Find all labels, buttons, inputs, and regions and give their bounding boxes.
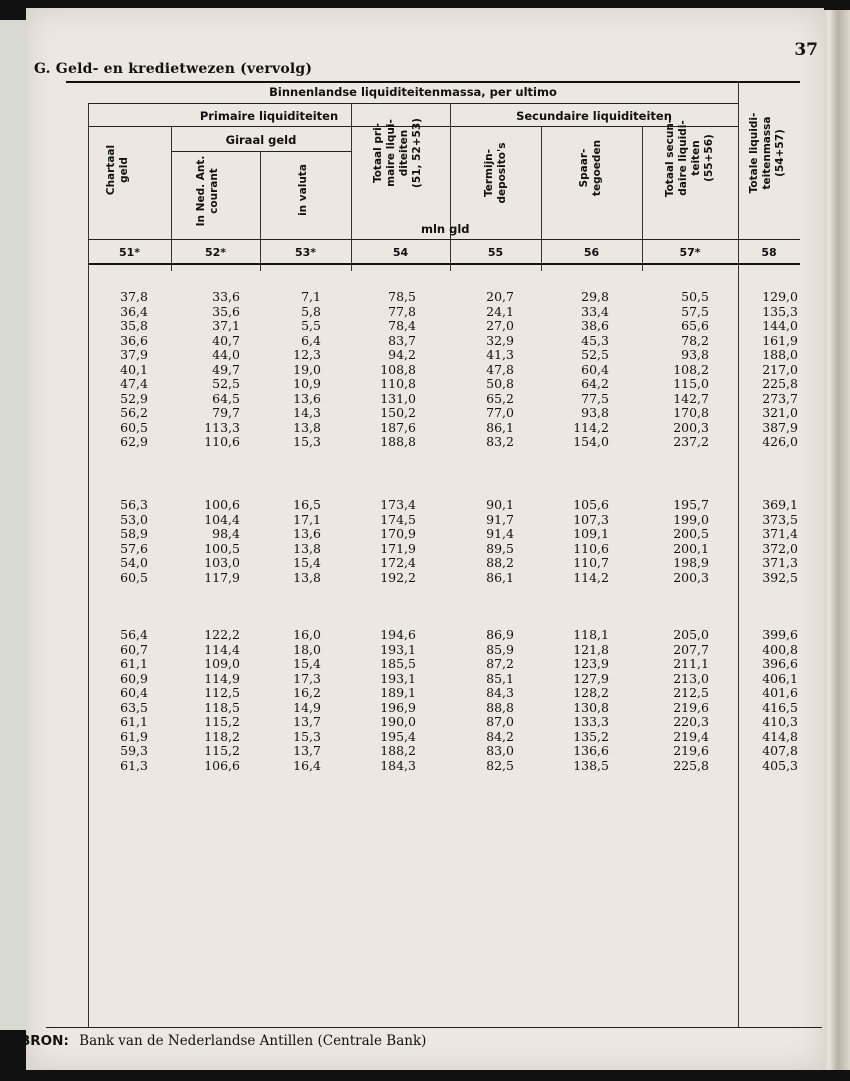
table-cell: 13,8 — [293, 540, 321, 556]
table-cell: 399,6 — [762, 627, 798, 642]
table-row — [26, 542, 806, 557]
table-cell: 98,4 — [212, 526, 240, 541]
table-cell: 62,9 — [120, 434, 148, 449]
table-cell: 115,2 — [204, 714, 240, 729]
table-cell: 400,8 — [762, 641, 798, 657]
col-number: 54 — [392, 246, 409, 259]
table-cell: 64,2 — [581, 376, 609, 391]
table-cell: 219,6 — [673, 743, 709, 758]
table-cell: 15,4 — [293, 555, 321, 570]
table-cell: 200,1 — [673, 540, 709, 556]
table-row — [26, 377, 806, 392]
table-cell: 57,5 — [681, 303, 709, 319]
table-cell: 82,5 — [486, 757, 514, 773]
table-cell: 13,6 — [293, 526, 321, 541]
table-cell: 170,9 — [380, 526, 416, 541]
table-cell: 321,0 — [762, 405, 798, 420]
table-cell: 88,8 — [486, 699, 514, 715]
table-cell: 406,1 — [762, 670, 798, 686]
table-cell: 77,0 — [486, 405, 514, 420]
table-cell: 15,3 — [293, 434, 321, 449]
table-cell: 37,1 — [212, 318, 240, 333]
table-cell: 188,8 — [380, 434, 416, 449]
table-cell: 273,7 — [762, 390, 798, 406]
table-cell: 15,4 — [293, 656, 321, 671]
col-number: 53* — [294, 246, 317, 259]
table-cell: 129,0 — [762, 289, 798, 304]
page-number: 37 — [794, 40, 818, 60]
document-page — [26, 8, 824, 1070]
table-cell: 60,5 — [120, 569, 148, 585]
table-cell: 118,1 — [573, 627, 609, 642]
table-cell: 13,7 — [293, 743, 321, 758]
table-row — [26, 319, 806, 334]
table-cell: 144,0 — [762, 318, 798, 333]
table-cell: 19,0 — [293, 361, 321, 377]
col-number: 57* — [679, 246, 701, 259]
table-cell: 29,8 — [581, 289, 609, 304]
table-cell: 52,5 — [212, 376, 240, 391]
table-cell: 405,3 — [762, 757, 798, 773]
unit-label: mln gld — [421, 222, 470, 236]
table-cell: 27,0 — [486, 318, 514, 333]
table-cell: 60,4 — [581, 361, 609, 377]
book-page-edge — [820, 10, 850, 1070]
table-cell: 138,5 — [573, 757, 609, 773]
table-cell: 200,3 — [673, 419, 709, 435]
table-cell: 40,1 — [120, 361, 148, 377]
table-cell: 118,5 — [204, 699, 240, 715]
table-row — [26, 759, 806, 774]
table-cell: 61,3 — [120, 757, 148, 773]
table-cell: 56,2 — [120, 405, 148, 420]
table-cell: 410,3 — [762, 714, 798, 729]
table-cell: 32,9 — [486, 332, 514, 348]
table-cell: 237,2 — [673, 434, 709, 449]
table-cell: 106,6 — [204, 757, 240, 773]
table-cell: 14,9 — [293, 699, 321, 715]
table-cell: 133,3 — [573, 714, 609, 729]
table-row — [26, 421, 806, 436]
rule-below-numbers — [88, 263, 800, 265]
table-cell: 184,3 — [380, 757, 416, 773]
table-cell: 13,8 — [293, 569, 321, 585]
table-row — [26, 686, 806, 701]
table-cell: 117,9 — [204, 569, 240, 585]
table-cell: 104,4 — [204, 511, 240, 527]
table-cell: 196,9 — [380, 699, 416, 715]
table-row — [26, 571, 806, 586]
table-cell: 416,5 — [762, 699, 798, 715]
table-cell: 193,1 — [380, 641, 416, 657]
table-cell: 64,5 — [212, 390, 240, 406]
table-cell: 33,6 — [212, 289, 240, 304]
table-cell: 36,6 — [120, 332, 148, 348]
table-cell: 170,8 — [673, 405, 709, 420]
table-cell: 50,8 — [486, 376, 514, 391]
table-cell: 217,0 — [762, 361, 798, 377]
table-row — [26, 672, 806, 687]
col-55-header: Termijn- deposito's — [483, 142, 508, 204]
table-cell: 118,2 — [204, 728, 240, 744]
col-53-header: in valuta — [297, 164, 309, 216]
table-cell: 110,6 — [204, 434, 240, 449]
table-cell: 190,0 — [380, 714, 416, 729]
table-row — [26, 527, 806, 542]
table-cell: 150,2 — [380, 405, 416, 420]
table-cell: 108,8 — [380, 361, 416, 377]
table-row — [26, 406, 806, 421]
table-cell: 56,3 — [120, 497, 148, 512]
table-cell: 122,2 — [204, 627, 240, 642]
table-cell: 17,1 — [293, 511, 321, 527]
table-cell: 195,4 — [380, 728, 416, 744]
table-cell: 371,4 — [762, 526, 798, 541]
table-row — [26, 730, 806, 745]
table-row — [26, 513, 806, 528]
table-row — [26, 701, 806, 716]
table-cell: 12,3 — [293, 347, 321, 362]
table-cell: 174,5 — [380, 511, 416, 527]
table-cell: 60,4 — [120, 685, 148, 700]
table-cell: 5,8 — [301, 303, 321, 319]
primary-header: Primaire liquiditeiten — [199, 109, 339, 123]
table-cell: 130,8 — [573, 699, 609, 715]
col-52-header: In Ned. Ant. courant — [195, 155, 220, 227]
table-cell: 90,1 — [486, 497, 514, 512]
table-cell: 173,4 — [380, 497, 416, 512]
table-row — [26, 334, 806, 349]
col-58-header: Totale liquidi- teitenmassa (54+57) — [748, 112, 786, 194]
table-row — [26, 435, 806, 450]
table-cell: 63,5 — [120, 699, 148, 715]
table-cell: 10,9 — [293, 376, 321, 391]
table-cell: 195,7 — [673, 497, 709, 512]
table-cell: 83,0 — [486, 743, 514, 758]
table-cell: 123,9 — [573, 656, 609, 671]
table-cell: 60,5 — [120, 419, 148, 435]
table-cell: 35,6 — [212, 303, 240, 319]
table-cell: 16,2 — [293, 685, 321, 700]
col-number: 52* — [204, 246, 227, 259]
table-cell: 6,4 — [301, 332, 321, 348]
table-cell: 135,2 — [573, 728, 609, 744]
table-cell: 212,5 — [673, 685, 709, 700]
table-cell: 109,0 — [204, 656, 240, 671]
table-cell: 135,3 — [762, 303, 798, 319]
table-cell: 56,4 — [120, 627, 148, 642]
table-cell: 79,7 — [212, 405, 240, 420]
table-cell: 414,8 — [762, 728, 798, 744]
table-cell: 114,9 — [204, 670, 240, 686]
table-cell: 14,3 — [293, 405, 321, 420]
table-cell: 49,7 — [212, 361, 240, 377]
table-cell: 33,4 — [581, 303, 609, 319]
table-cell: 205,0 — [673, 627, 709, 642]
table-cell: 83,2 — [486, 434, 514, 449]
table-cell: 171,9 — [380, 540, 416, 556]
table-cell: 392,5 — [762, 569, 798, 585]
table-cell: 189,1 — [380, 685, 416, 700]
table-row — [26, 348, 806, 363]
source-text: Bank van de Nederlandse Antillen (Centrale Bank) — [79, 1033, 427, 1049]
table-cell: 211,1 — [673, 656, 709, 671]
table-cell: 65,2 — [486, 390, 514, 406]
table-cell: 372,0 — [762, 540, 798, 556]
table-row — [26, 290, 806, 305]
table-cell: 187,6 — [380, 419, 416, 435]
table-cell: 83,7 — [388, 332, 416, 348]
table-cell: 426,0 — [762, 434, 798, 449]
table-cell: 85,9 — [486, 641, 514, 657]
table-cell: 24,1 — [486, 303, 514, 319]
table-cell: 127,9 — [573, 670, 609, 686]
table-cell: 85,1 — [486, 670, 514, 686]
table-cell: 113,3 — [204, 419, 240, 435]
col-57-header: Totaal secun- daire liquidi- teiten (55+56) — [664, 118, 715, 198]
table-cell: 87,2 — [486, 656, 514, 671]
table-cell: 192,2 — [380, 569, 416, 585]
table-cell: 59,3 — [120, 743, 148, 758]
table-cell: 114,2 — [573, 419, 609, 435]
source-note — [20, 1033, 426, 1049]
table-cell: 91,4 — [486, 526, 514, 541]
table-cell: 65,6 — [681, 318, 709, 333]
source-label: BRON: — [20, 1033, 69, 1049]
table-block — [26, 498, 806, 585]
table-cell: 88,2 — [486, 555, 514, 570]
table-cell: 225,8 — [762, 376, 798, 391]
table-cell: 61,9 — [120, 728, 148, 744]
table-cell: 86,1 — [486, 419, 514, 435]
col-54-header: Totaal pri- maire liqui- diteiten (51, 52+53) — [372, 118, 423, 188]
table-cell: 52,5 — [581, 347, 609, 362]
table-cell: 40,7 — [212, 332, 240, 348]
table-row — [26, 628, 806, 643]
table-cell: 86,9 — [486, 627, 514, 642]
table-cell: 225,8 — [673, 757, 709, 773]
table-cell: 154,0 — [573, 434, 609, 449]
table-cell: 110,7 — [573, 555, 609, 570]
table-cell: 200,3 — [673, 569, 709, 585]
col-56-header: Spaar- tegoeden — [578, 139, 603, 197]
table-cell: 108,2 — [673, 361, 709, 377]
table-row — [26, 643, 806, 658]
table-cell: 78,2 — [681, 332, 709, 348]
table-cell: 93,8 — [681, 347, 709, 362]
table-cell: 60,7 — [120, 641, 148, 657]
table-cell: 121,8 — [573, 641, 609, 657]
table-cell: 91,7 — [486, 511, 514, 527]
table-block — [26, 628, 806, 773]
table-cell: 35,8 — [120, 318, 148, 333]
table-cell: 172,4 — [380, 555, 416, 570]
table-cell: 41,3 — [486, 347, 514, 362]
table-cell: 100,5 — [204, 540, 240, 556]
table-cell: 115,2 — [204, 743, 240, 758]
table-cell: 61,1 — [120, 714, 148, 729]
table-cell: 78,4 — [388, 318, 416, 333]
table-cell: 60,9 — [120, 670, 148, 686]
previous-page-edge — [0, 20, 27, 1030]
table-cell: 15,3 — [293, 728, 321, 744]
table-cell: 193,1 — [380, 670, 416, 686]
table-cell: 114,4 — [204, 641, 240, 657]
table-cell: 128,2 — [573, 685, 609, 700]
table-cell: 161,9 — [762, 332, 798, 348]
table-cell: 373,5 — [762, 511, 798, 527]
table-cell: 188,2 — [380, 743, 416, 758]
table-cell: 219,6 — [673, 699, 709, 715]
table-cell: 401,6 — [762, 685, 798, 700]
table-cell: 110,8 — [380, 376, 416, 391]
table-cell: 16,4 — [293, 757, 321, 773]
table-cell: 84,2 — [486, 728, 514, 744]
table-cell: 194,6 — [380, 627, 416, 642]
table-cell: 77,8 — [388, 303, 416, 319]
table-cell: 131,0 — [380, 390, 416, 406]
table-bottom-rule — [46, 1027, 822, 1028]
table-row — [26, 498, 806, 513]
table-row — [26, 392, 806, 407]
table-cell: 57,6 — [120, 540, 148, 556]
col-number: 51* — [118, 246, 141, 259]
col-number: 58 — [761, 246, 777, 259]
table-cell: 105,6 — [573, 497, 609, 512]
table-cell: 219,4 — [673, 728, 709, 744]
table-row — [26, 744, 806, 759]
table-cell: 13,8 — [293, 419, 321, 435]
table-cell: 37,8 — [120, 289, 148, 304]
table-cell: 200,5 — [673, 526, 709, 541]
table-cell: 199,0 — [673, 511, 709, 527]
table-cell: 78,5 — [388, 289, 416, 304]
table-cell: 17,3 — [293, 670, 321, 686]
table-row — [26, 657, 806, 672]
table-cell: 52,9 — [120, 390, 148, 406]
table-cell: 142,7 — [673, 390, 709, 406]
table-cell: 220,3 — [673, 714, 709, 729]
col-number: 55 — [487, 246, 504, 259]
table-row — [26, 556, 806, 571]
table-cell: 77,5 — [581, 390, 609, 406]
table-row — [26, 715, 806, 730]
table-cell: 103,0 — [204, 555, 240, 570]
table-cell: 16,5 — [293, 497, 321, 512]
table-cell: 50,5 — [681, 289, 709, 304]
table-cell: 20,7 — [486, 289, 514, 304]
giraal-header: Giraal geld — [225, 133, 297, 147]
table-cell: 94,2 — [388, 347, 416, 362]
table-cell: 61,1 — [120, 656, 148, 671]
table-cell: 13,7 — [293, 714, 321, 729]
table-top-rule — [66, 81, 800, 83]
table-cell: 112,5 — [204, 685, 240, 700]
table-cell: 387,9 — [762, 419, 798, 435]
col-number: 56 — [583, 246, 600, 259]
table-cell: 207,7 — [673, 641, 709, 657]
table-row — [26, 305, 806, 320]
table-cell: 5,5 — [301, 318, 321, 333]
table-cell: 110,6 — [573, 540, 609, 556]
table-cell: 185,5 — [380, 656, 416, 671]
table-cell: 36,4 — [120, 303, 148, 319]
table-cell: 45,3 — [581, 332, 609, 348]
table-cell: 213,0 — [673, 670, 709, 686]
table-cell: 86,1 — [486, 569, 514, 585]
table-cell: 54,0 — [120, 555, 148, 570]
table-cell: 47,8 — [486, 361, 514, 377]
table-cell: 38,6 — [581, 318, 609, 333]
table-cell: 107,3 — [573, 511, 609, 527]
table-cell: 16,0 — [293, 627, 321, 642]
table-cell: 44,0 — [212, 347, 240, 362]
table-cell: 89,5 — [486, 540, 514, 556]
table-row — [26, 363, 806, 378]
table-cell: 198,9 — [673, 555, 709, 570]
table-cell: 58,9 — [120, 526, 148, 541]
table-block — [26, 290, 806, 450]
table-cell: 115,0 — [673, 376, 709, 391]
table-cell: 109,1 — [573, 526, 609, 541]
table-cell: 396,6 — [762, 656, 798, 671]
table-cell: 18,0 — [293, 641, 321, 657]
table-cell: 371,3 — [762, 555, 798, 570]
table-cell: 93,8 — [581, 405, 609, 420]
table-cell: 100,6 — [204, 497, 240, 512]
table-cell: 136,6 — [573, 743, 609, 758]
table-cell: 84,3 — [486, 685, 514, 700]
secondary-header: Secundaire liquiditeiten — [516, 109, 672, 123]
table-cell: 7,1 — [301, 289, 321, 304]
rule-above-numbers — [88, 239, 800, 240]
table-cell: 13,6 — [293, 390, 321, 406]
table-cell: 53,0 — [120, 511, 148, 527]
main-header: Binnenlandse liquiditeitenmassa, per ultimo — [269, 85, 557, 99]
section-title: G. Geld- en kredietwezen (vervolg) — [34, 61, 313, 77]
table-cell: 87,0 — [486, 714, 514, 729]
table-cell: 407,8 — [762, 743, 798, 758]
table-cell: 369,1 — [762, 497, 798, 512]
col-51-header: Chartaal geld — [105, 144, 130, 196]
table-cell: 47,4 — [120, 376, 148, 391]
table-cell: 37,9 — [120, 347, 148, 362]
table-cell: 114,2 — [573, 569, 609, 585]
table-cell: 188,0 — [762, 347, 798, 362]
